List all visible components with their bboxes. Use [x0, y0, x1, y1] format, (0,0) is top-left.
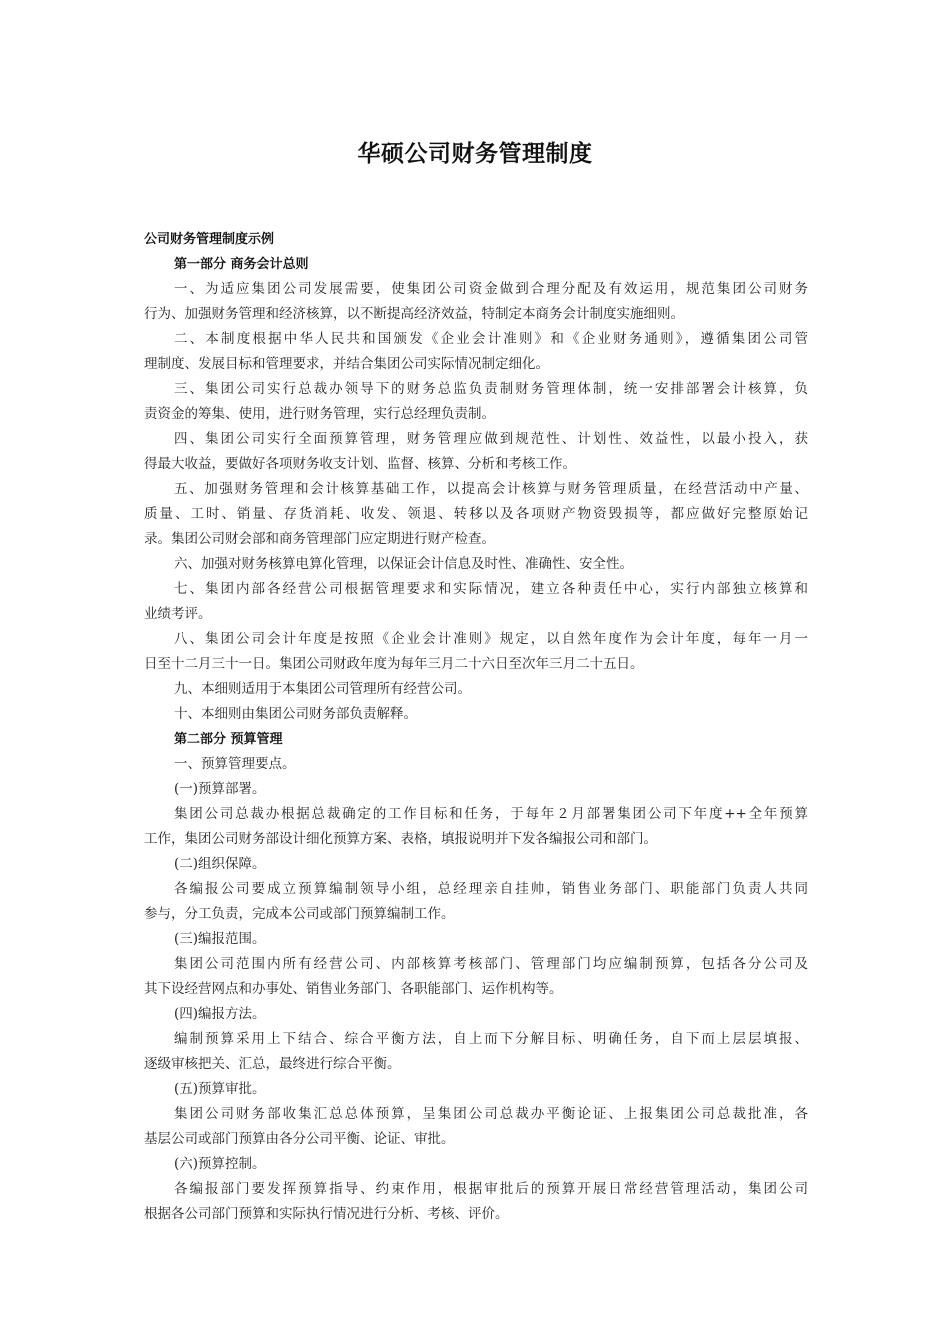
document-title: 华硕公司财务管理制度: [357, 141, 593, 167]
paragraph-line: 业绩考评。: [144, 606, 212, 622]
paragraph-line: 各编报部门要发挥预算指导、约束作用，根据审批后的预算开展日常经营管理活动，集团公司: [174, 1181, 808, 1197]
paragraph-line: (二)组织保障。: [174, 856, 266, 872]
paragraph-line: 行为、加强财务管理和经济核算，以不断提高经济效益，特制定本商务会计制度实施细则。: [144, 306, 684, 322]
paragraph-line: 五、加强财务管理和会计核算基础工作，以提高会计核算与财务管理质量，在经营活动中产量、: [174, 481, 808, 497]
section-heading: 第二部分 预算管理: [174, 732, 283, 747]
paragraph-line: 工作，集团公司财务部设计细化预算方案、表格，填报说明并下发各编报公司和部门。: [144, 831, 657, 847]
paragraph-line: (五)预算审批。: [174, 1081, 266, 1097]
paragraph-line: 集团公司总裁办根据总裁确定的工作目标和任务，于每年２月部署集团公司下年度++全年预算: [174, 806, 808, 822]
document-body: [144, 227, 808, 1227]
document-subtitle: 公司财务管理制度示例: [144, 232, 275, 247]
paragraph-line: 根据各公司部门预算和实际执行情况进行分析、考核、评价。: [144, 1206, 509, 1222]
paragraph-line: 各编报公司要成立预算编制领导小组，总经理亲自挂帅，销售业务部门、职能部门负责人共同: [174, 881, 808, 897]
paragraph-line: 二、本制度根据中华人民共和国颁发《企业会计准则》和《企业财务通则》，遵循集团公司管: [174, 331, 808, 347]
section-heading: 第一部分 商务会计总则: [174, 257, 309, 272]
paragraph-line: (四)编报方法。: [174, 1006, 266, 1022]
paragraph-line: 十、本细则由集团公司财务部负责解释。: [174, 706, 417, 722]
paragraph-line: 其下设经营网点和办事处、销售业务部门、各职能部门、运作机构等。: [144, 981, 563, 997]
paragraph-line: (一)预算部署。: [174, 781, 266, 797]
paragraph-line: 质量、工时、销量、存货消耗、收发、领退、转移以及各项财产物资毁损等，都应做好完整原始记: [144, 506, 808, 522]
paragraph-line: 得最大收益，要做好各项财务收支计划、监督、核算、分析和考核工作。: [144, 456, 576, 472]
paragraph-line: 基层公司或部门预算由各分公司平衡、论证、审批。: [144, 1131, 455, 1147]
paragraph-line: 八、集团公司会计年度是按照《企业会计准则》规定，以自然年度作为会计年度，每年一月一: [174, 631, 808, 647]
paragraph-line: 集团公司范围内所有经营公司、内部核算考核部门、管理部门均应编制预算，包括各分公司及: [174, 956, 808, 972]
paragraph-line: (六)预算控制。: [174, 1156, 266, 1172]
paragraph-line: 日至十二月三十一日。集团公司财政年度为每年三月二十六日至次年三月二十五日。: [144, 656, 644, 672]
paragraph-line: 录。集团公司财会部和商务管理部门应定期进行财产检查。: [144, 531, 495, 547]
paragraph-line: 七、集团内部各经营公司根据管理要求和实际情况，建立各种责任中心，实行内部独立核算和: [174, 581, 808, 597]
paragraph-line: 四、集团公司实行全面预算管理，财务管理应做到规范性、计划性、效益性，以最小投入，获: [174, 431, 808, 447]
paragraph-line: 理制度、发展目标和管理要求，并结合集团公司实际情况制定细化。: [144, 356, 549, 372]
paragraph-line: 责资金的筹集、使用，进行财务管理，实行总经理负责制。: [144, 406, 495, 422]
paragraph-line: 三、集团公司实行总裁办领导下的财务总监负责制财务管理体制，统一安排部署会计核算，负: [174, 381, 808, 397]
paragraph-line: 参与，分工负责，完成本公司或部门预算编制工作。: [144, 906, 455, 922]
paragraph-line: 九、本细则适用于本集团公司管理所有经营公司。: [174, 681, 471, 697]
paragraph-line: 集团公司财务部收集汇总总体预算，呈集团公司总裁办平衡论证、上报集团公司总裁批准，各: [174, 1106, 808, 1122]
paragraph-line: 六、加强对财务核算电算化管理，以保证会计信息及时性、准确性、安全性。: [174, 556, 633, 572]
paragraph-line: 逐级审核把关、汇总，最终进行综合平衡。: [144, 1056, 401, 1072]
paragraph-line: (三)编报范围。: [174, 931, 266, 947]
paragraph-line: 编制预算采用上下结合、综合平衡方法，自上而下分解目标、明确任务，自下而上层层填报、: [174, 1031, 808, 1047]
paragraph-line: 一、为适应集团公司发展需要，使集团公司资金做到合理分配及有效运用，规范集团公司财务: [174, 281, 808, 297]
paragraph-line: 一、预算管理要点。: [174, 756, 296, 772]
